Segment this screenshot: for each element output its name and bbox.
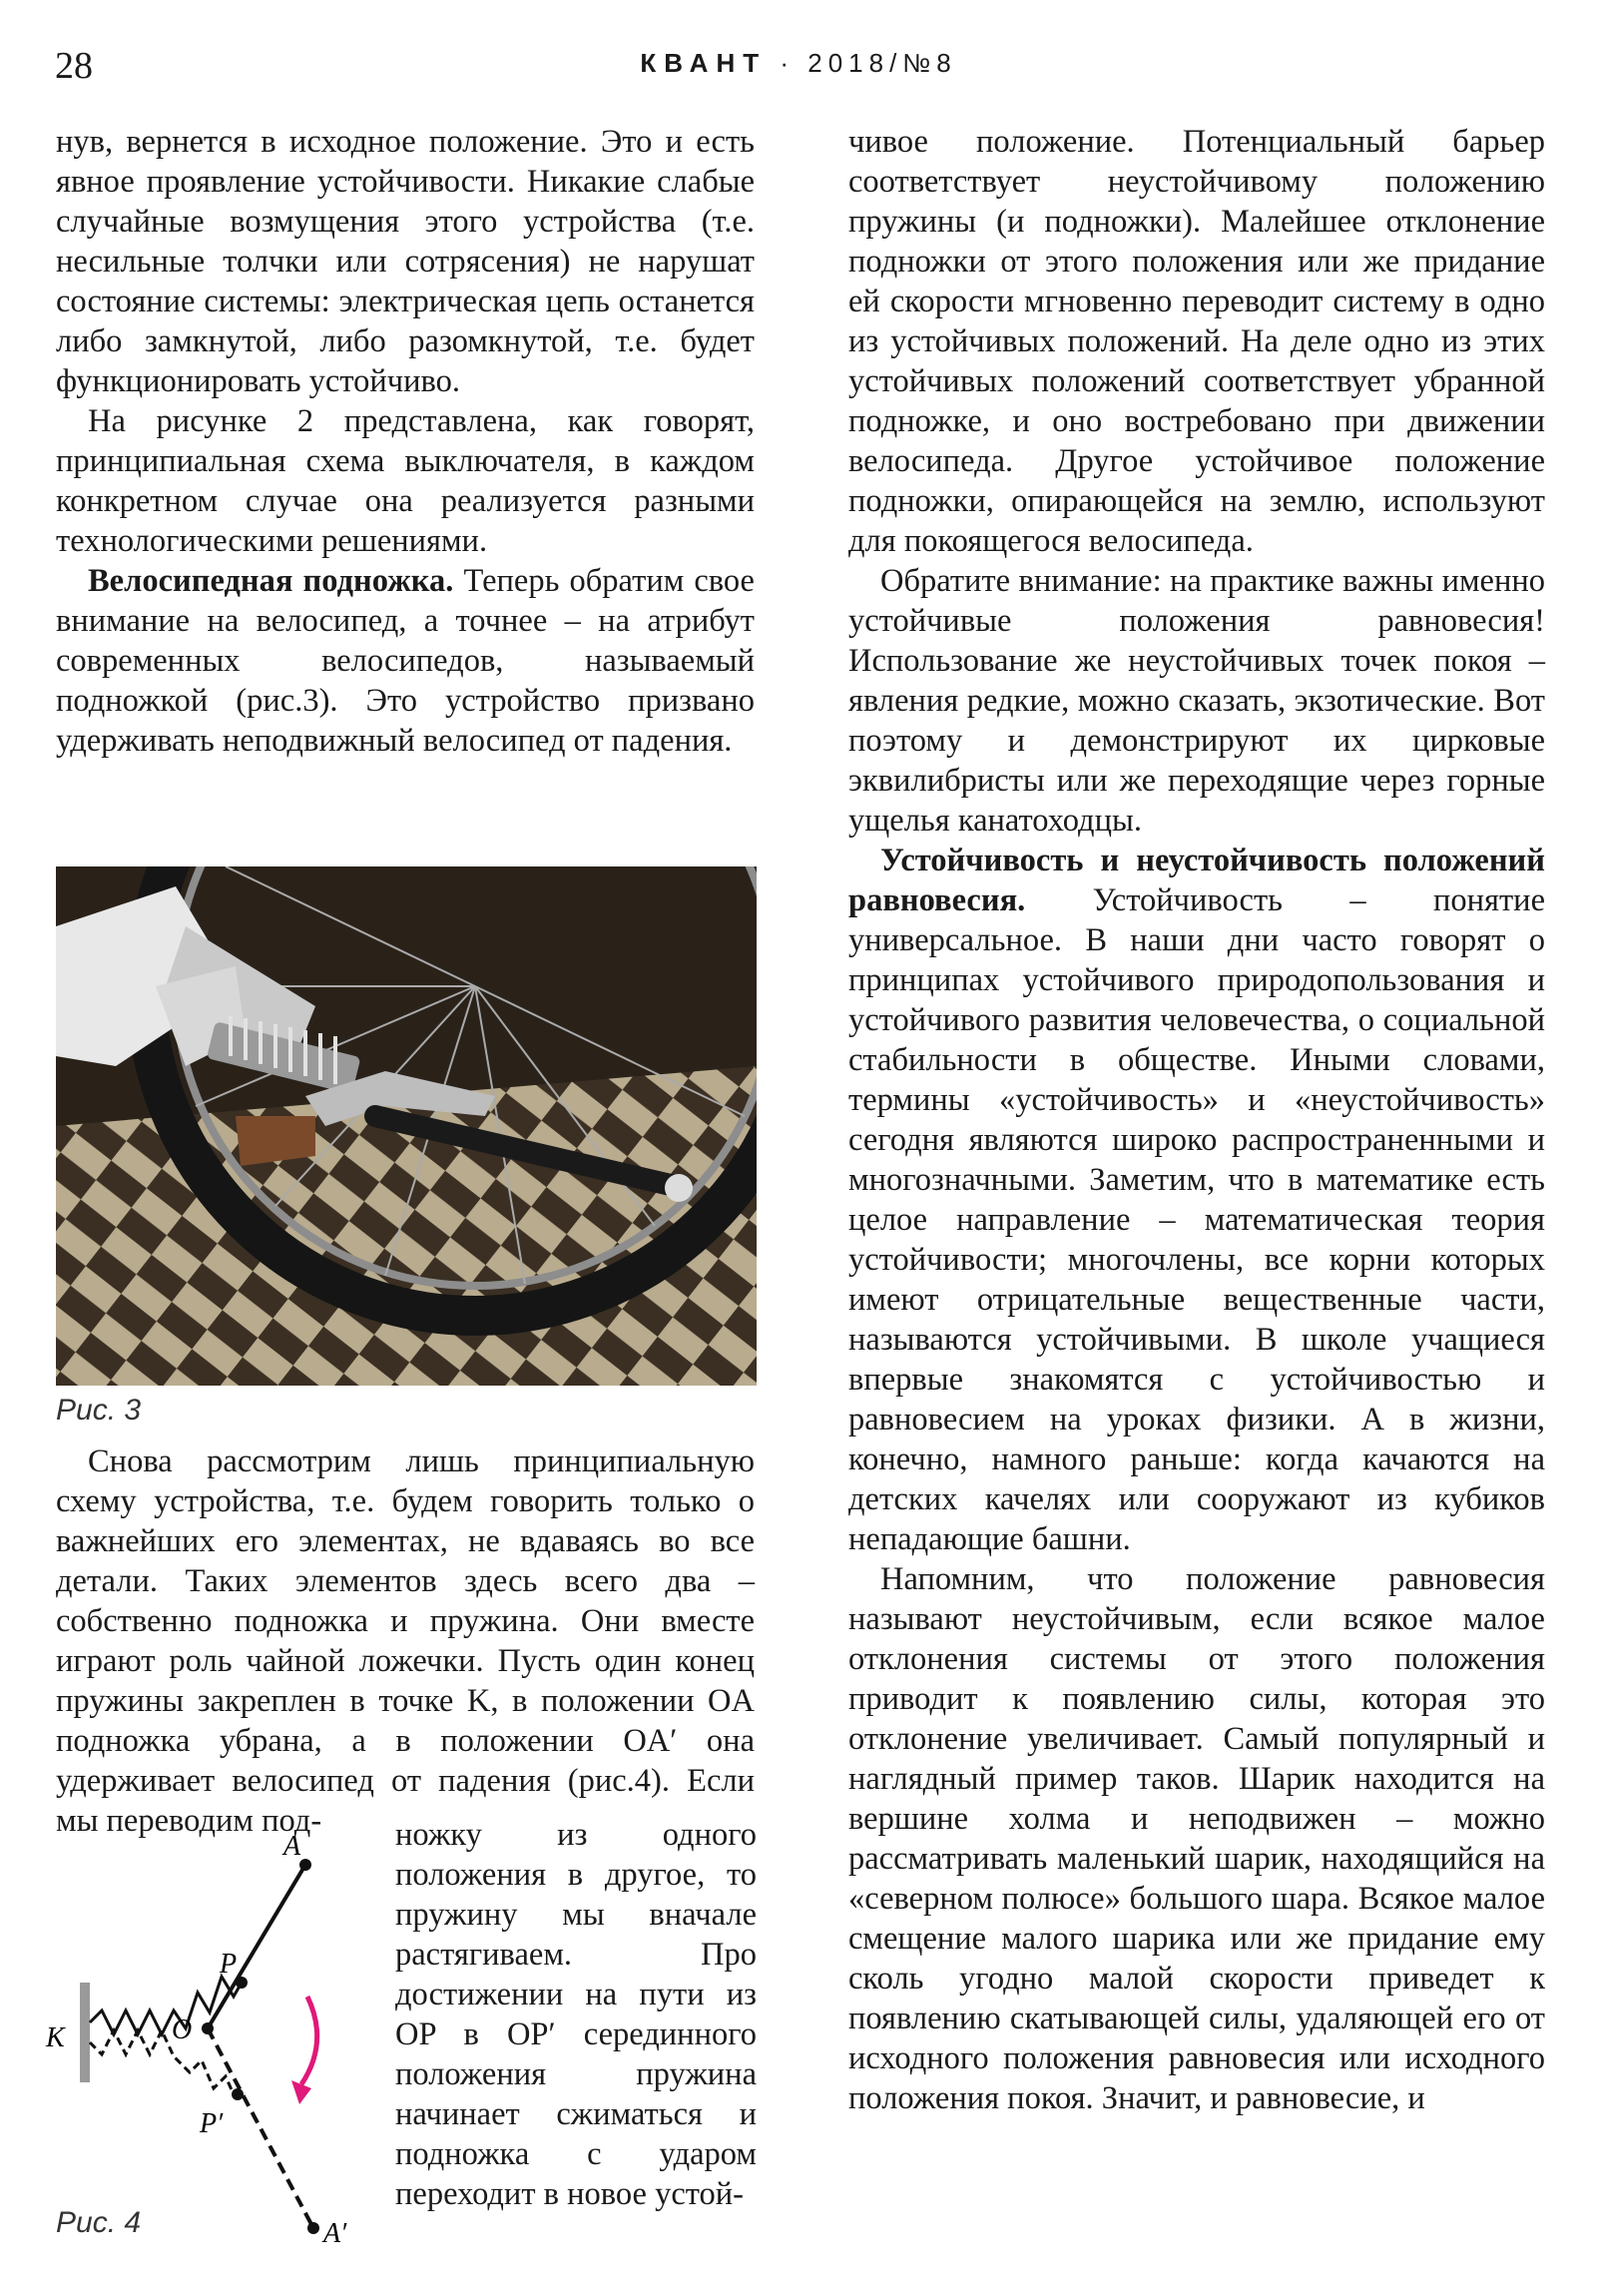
left-column xyxy=(56,122,755,761)
section-heading: Велосипедная подножка. xyxy=(88,563,454,599)
left-column-lower xyxy=(56,1441,755,1841)
paragraph: Напомним, что положение равновесия называют неустойчивым, если всякое малое отклонения системы от этого положения приводит к появлению силы, которая это отклонение увеличивает. Самый популярный и наглядный пример таков. Шарик находится на вершине холма и неподвижен – можно рассматривать маленький шарик, находящийся на «северном полюсе» большого шара. Всякое малое смещение малого шарика или же придание ему сколь угодно малой скорости приведет к появлению скатывающей силы, удаляющей его от исходного положения равновесия или исходного положения покоя. Значит, и равновесие, и xyxy=(848,1561,1545,2116)
wrapped-text: ножку из одного положения в другое, то пружину мы вначале растягиваем. Про достижении на пути из OP в OP′ серединного положения пружина начинает сжиматься и подножка с ударом переходит в новое устой- xyxy=(395,1817,757,2212)
running-header xyxy=(0,48,1597,79)
issue-number: · 2018/№8 xyxy=(780,48,957,78)
paragraph: На рисунке 2 представлена, как говорят, принципиальная схема выключателя, в каждом конкретном случае она реализуется разными технологическими решениями. xyxy=(56,403,755,559)
paragraph: чивое положение. Потенциальный барьер соответствует неустойчивому положению пружины (и подножки). Малейшее отклонение подножки от этого положения или же придание ей скорости мгновенно переводит систему в одно из устойчивых положений. На деле одно из этих устойчивых положений соответствует убранной подножке, и оно востребовано при движении велосипеда. Другое устойчивое положение подножки, опирающейся на землю, используют для покоящегося велосипеда. xyxy=(848,124,1545,559)
label-A: A xyxy=(283,1833,301,1862)
label-K: K xyxy=(46,2022,65,2053)
figure-4-diagram xyxy=(40,1833,379,2252)
section-heading: Устойчивость и неустойчивость положений равновесия. xyxy=(848,843,1545,918)
paragraph: Обратите внимание: на практике важны именно устойчивые положения равновесия! Использование же неустойчивых точек покоя – явления редкие, можно сказать, экзотические. Вот поэтому и демонстрируют их цирковые эквилибристы или же переходящие через горные ущелья канатоходцы. xyxy=(848,563,1545,839)
paragraph: Снова рассмотрим лишь принципиальную схему устройства, т.е. будем говорить только о важнейших его элементах, не вдаваясь во все детали. Таких элементов здесь всего два – собственно подножка и пружина. Они вместе играют роль чайной ложечки. Пусть один конец пружины закреплен в точке K, в положении OA подножка убрана, а в положении OA′ она удерживает велосипед от падения (рис.4). Если мы переводим под- xyxy=(56,1443,755,1839)
paragraph: Устойчивость и неустойчивость положений равновесия. Устойчивость – понятие универсальное. В наши дни часто говорят о принципах устойчивого природопользования и устойчивого развития человечества, о социальной стабильности в обществе. Иными словами, термины «устойчивость» и «неустойчивость» сегодня являются широко распространенными и многозначными. Заметим, что в математике есть целое направление – математическая теория устойчивости; многочлены, все корни которых имеют отрицательные вещественные части, называются устойчивыми. В школе учащиеся впервые знакомятся с устойчивостью и равновесием на уроках физики. А в жизни, конечно, намного раньше: когда качаются на детских качелях или сооружают из кубиков непадающие башни. xyxy=(848,843,1545,1557)
paragraph: нув, вернется в исходное положение. Это и есть явное проявление устойчивости. Никакие слабые случайные возмущения этого устройства (т.е. несильные толчки или сотрясения) не нарушат состояние системы: электрическая цепь останется либо замкнутой, либо разомкнутой, т.е. будет функционировать устойчиво. xyxy=(56,124,755,399)
label-O: O xyxy=(172,2014,193,2045)
figure-3-caption: Рис. 3 xyxy=(56,1394,142,1427)
figure-4-caption: Рис. 4 xyxy=(56,2206,142,2239)
magazine-title: КВАНТ xyxy=(640,48,768,78)
right-column xyxy=(848,122,1545,2118)
bicycle-kickstand-photo xyxy=(56,866,757,1386)
label-A-prime: A′ xyxy=(323,2218,347,2249)
label-P: P xyxy=(220,1949,238,1980)
page-number: 28 xyxy=(55,45,93,87)
label-P-prime: P′ xyxy=(200,2108,224,2139)
paragraph: Велосипедная подножка. Теперь обратим свое внимание на велосипед, а точнее – на атрибут современных велосипедов, называемый подножкой (рис.3). Это устройство призвано удерживать неподвижный велосипед от падения. xyxy=(56,563,755,759)
